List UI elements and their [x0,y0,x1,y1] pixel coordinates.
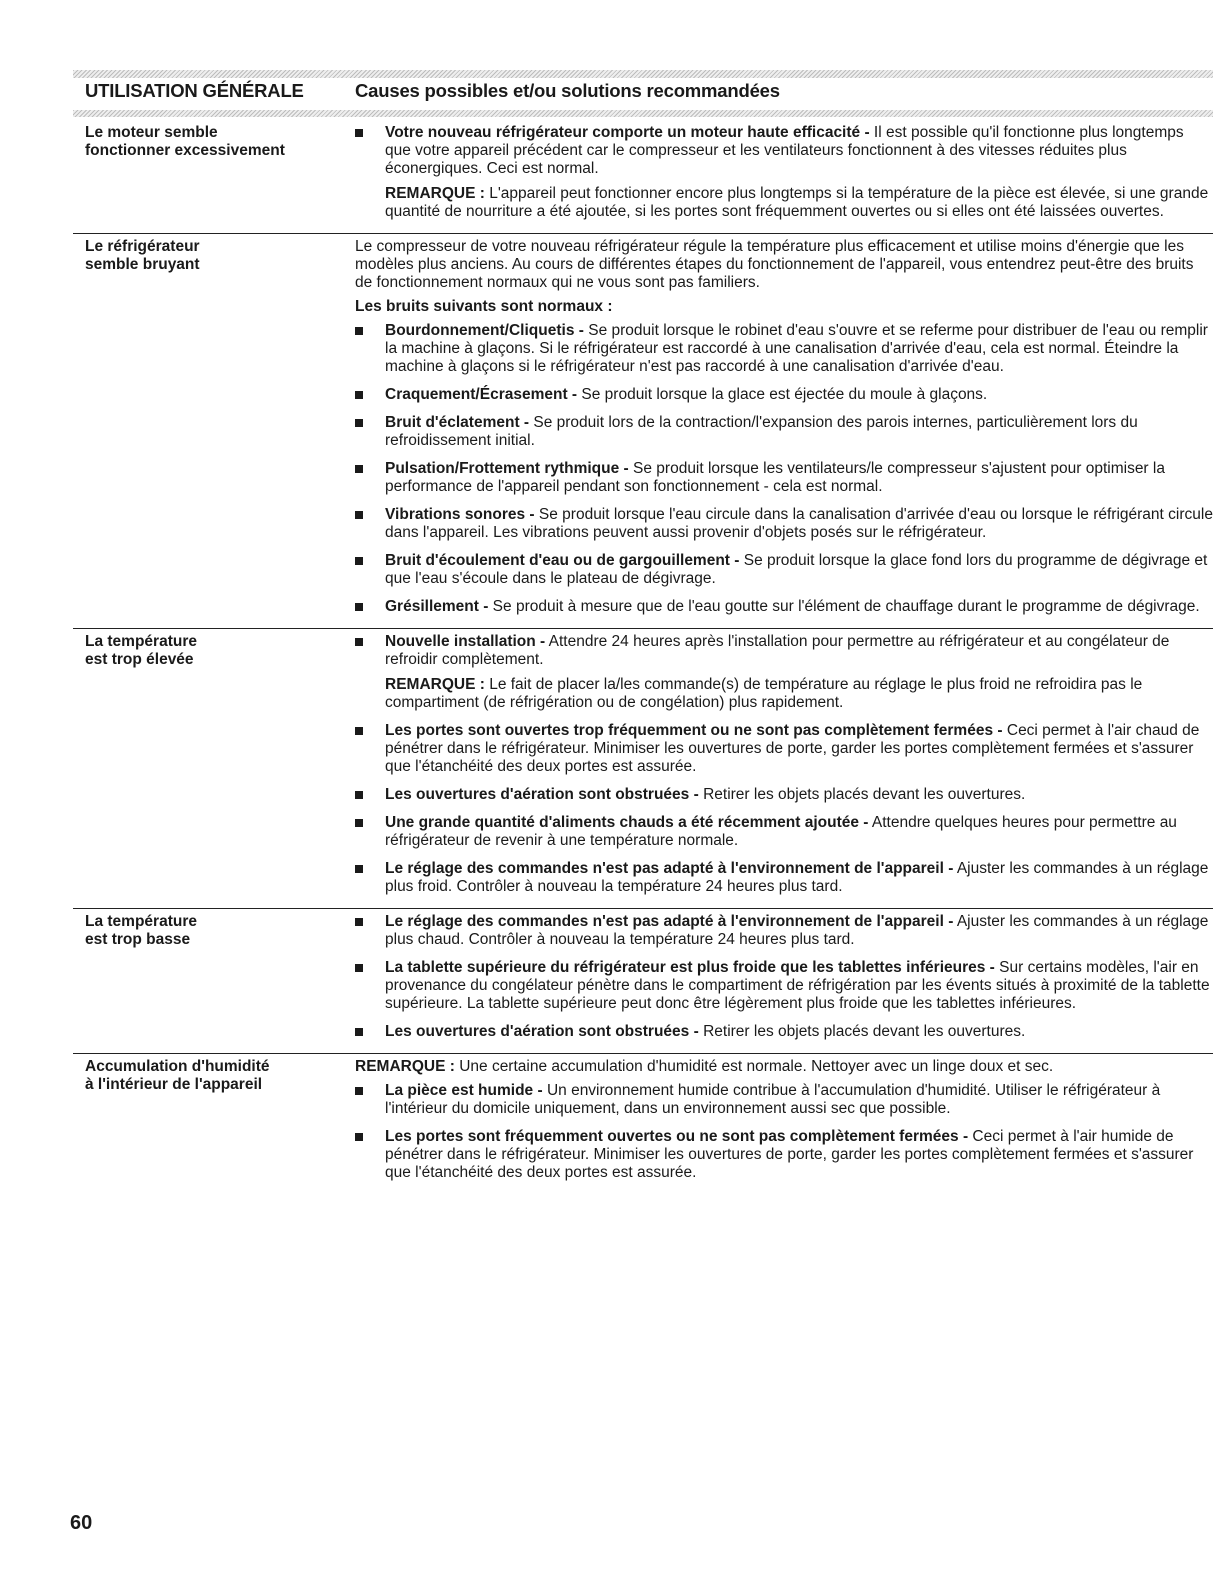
item-solution: Un environnement humide contribue à l'accumulation d'humidité. Utiliser le réfrigérateur à l'intérieur du domicile uniquement, dans un environnement aussi sec que possible. [385,1082,1161,1117]
item-cause: Une grande quantité d'aliments chauds a été récemment ajoutée - [385,814,869,831]
list-item [355,322,1213,376]
item-cause: Les ouvertures d'aération sont obstruées - [385,786,699,803]
item-cause: La pièce est humide - [385,1082,543,1099]
item-solution: Attendre 24 heures après l'installation pour permettre au réfrigérateur et au congélateur de refroidir complètement. [385,633,1170,668]
table-header [73,78,1213,110]
item-solution: Se produit lorsque l'eau circule dans la canalisation d'arrivée d'eau ou lorsque le réfrigérant circule dans l'appareil. Les vibrations peuvent aussi provenir d'objets posés sur le réfrigérateur. [385,506,1213,541]
item-solution: Se produit lorsque la glace fond lors du programme de dégivrage et que l'eau s'écoule dans le plateau de dégivrage. [385,552,1208,587]
item-cause: Bruit d'éclatement - [385,414,530,431]
list-item [355,386,1213,404]
intro-paragraph [355,238,1213,292]
intro-text: Une certaine accumulation d'humidité est normale. Nettoyer avec un linge doux et sec. [454,1058,1054,1075]
problem-title-line: semble bruyant [85,256,200,273]
trouble-section [73,234,1213,629]
list-item [355,552,1213,588]
square-bullet-icon [355,129,363,137]
item-solution: Ajuster les commandes à un réglage plus froid. Contrôler à nouveau la température 24 heures plus tard. [385,860,1209,895]
problem-title-line: fonctionner excessivement [85,142,285,159]
item-solution: Se produit lorsque le robinet d'eau s'ouvre et se referme pour distribuer de l'eau ou remplir la machine à glaçons. Si le réfrigérateur est raccordé à une canalisation d'arrivée d'eau, cela est normal. Éteindre la machine à glaçons si le réfrigérateur n'est pas raccordé à une canalisation d'arrivée d'eau. [385,322,1208,375]
problem-title-line: Accumulation d'humidité [85,1058,270,1075]
item-cause: Bruit d'écoulement d'eau ou de gargouillement - [385,552,740,569]
square-bullet-icon [355,419,363,427]
square-bullet-icon [355,1133,363,1141]
trouble-section [73,120,1213,234]
subheading: Les bruits suivants sont normaux : [355,298,613,315]
list-item [355,1023,1213,1041]
item-cause: Craquement/Écrasement - [385,386,578,403]
item-cause: Nouvelle installation - [385,633,546,650]
item-solution: Il est possible qu'il fonctionne plus longtemps que votre appareil précédent car le compresseur et les ventilateurs fonctionnent à des vitesses réduites plus éconergiques. Ceci est normal. [385,124,1184,177]
list-item [355,959,1213,1013]
item-note [385,676,1213,712]
problem-title-line: Le moteur semble [85,124,218,141]
square-bullet-icon [355,511,363,519]
list-item [355,414,1213,450]
problem-title [85,124,335,160]
item-text [385,322,1213,376]
item-text [385,414,1213,450]
trouble-section [73,1054,1213,1194]
note-text: L'appareil peut fonctionner encore plus longtemps si la température de la pièce est élevée, si une grande quantité de nourriture a été ajoutée, si les portes sont fréquemment ouvertes ou si elles ont été laissées ouvertes. [385,185,1209,220]
item-solution: Ajuster les commandes à un réglage plus chaud. Contrôler à nouveau la température 24 heures plus tard. [385,913,1209,948]
item-cause: Pulsation/Frottement rythmique - [385,460,629,477]
square-bullet-icon [355,727,363,735]
troubleshooting-sections [73,120,1213,1194]
solutions-body [355,633,1213,896]
list-item [355,1128,1213,1182]
item-text [385,386,1213,404]
item-text [385,786,1213,804]
item-solution: Se produit lorsque la glace est éjectée du moule à glaçons. [577,386,988,403]
header-category: UTILISATION GÉNÉRALE [85,80,304,101]
list-item [355,786,1213,804]
item-cause: Les portes sont ouvertes trop fréquemment ou ne sont pas complètement fermées - [385,722,1003,739]
problem-title-line: est trop élevée [85,651,194,668]
intro-text: Le compresseur de votre nouveau réfrigérateur régule la température plus efficacement et utilise moins d'énergie que les modèles plus anciens. Au cours de différentes étapes du fonctionnement de l'appareil, vous entendrez peut-être des bruits de fonctionnement normaux qui ne vous sont pas familiers. [355,238,1194,291]
list-item [355,124,1213,221]
item-solution: Se produit lorsque les ventilateurs/le compresseur s'ajustent pour optimiser la performance de l'appareil pendant son fonctionnement - cela est normal. [385,460,1165,495]
square-bullet-icon [355,465,363,473]
list-item [355,598,1213,616]
item-text [385,1082,1213,1118]
list-item [355,1082,1213,1118]
square-bullet-icon [355,391,363,399]
item-text [385,959,1213,1013]
square-bullet-icon [355,865,363,873]
trouble-section [73,629,1213,909]
problem-title [85,633,335,669]
problem-title-line: La température [85,913,197,930]
item-text [385,633,1213,669]
item-text [385,506,1213,542]
solutions-body [355,1058,1213,1182]
problem-title [85,238,335,274]
item-solution: Se produit lors de la contraction/l'expansion des parois internes, particulièrement lors du refroidissement initial. [385,414,1138,449]
note-label: REMARQUE : [385,676,485,693]
square-bullet-icon [355,327,363,335]
list-item [355,913,1213,949]
item-solution: Ceci permet à l'air humide de pénétrer dans le réfrigérateur. Minimiser les ouvertures de porte, garder les portes complètement fermées et s'assurer que l'étanchéité des deux portes est assurée. [385,1128,1194,1181]
problem-title [85,1058,335,1094]
header-hatch-top [73,70,1213,78]
note-text: Le fait de placer la/les commande(s) de température au réglage le plus froid ne refroidira pas le compartiment (de réfrigération ou de congélation) plus rapidement. [385,676,1143,711]
item-text [385,552,1213,588]
square-bullet-icon [355,1028,363,1036]
item-cause: Grésillement - [385,598,489,615]
item-solution: Se produit à mesure que de l'eau goutte sur l'élément de chauffage durant le programme de dégivrage. [488,598,1200,615]
item-cause: Vibrations sonores - [385,506,535,523]
list-item [355,814,1213,850]
list-item [355,860,1213,896]
item-solution: Retirer les objets placés devant les ouvertures. [698,1023,1026,1040]
trouble-section [73,909,1213,1054]
item-solution: Ceci permet à l'air chaud de pénétrer dans le réfrigérateur. Minimiser les ouvertures de porte, garder les portes complètement fermées et s'assurer que l'étanchéité des deux portes est assurée. [385,722,1200,775]
item-solution: Sur certains modèles, l'air en provenance du congélateur pénètre dans le compartiment de réfrigération par les évents situés à proximité de la tablette supérieure. La tablette supérieure peut donc être légèrement plus froide que les tablettes inférieures. [385,959,1210,1012]
problem-title-line: La température [85,633,197,650]
intro-note-label: REMARQUE : [355,1058,455,1075]
list-item [355,633,1213,712]
list-item [355,722,1213,776]
item-note [385,185,1213,221]
list-item [355,460,1213,496]
item-text [385,460,1213,496]
note-label: REMARQUE : [385,185,485,202]
item-cause: Le réglage des commandes n'est pas adapté à l'environnement de l'appareil - [385,860,954,877]
item-cause: La tablette supérieure du réfrigérateur est plus froide que les tablettes inférieures - [385,959,995,976]
item-text [385,814,1213,850]
item-text [385,913,1213,949]
square-bullet-icon [355,638,363,646]
solutions-body [355,913,1213,1041]
intro-paragraph [355,1058,1213,1076]
item-text [385,598,1213,616]
item-text [385,860,1213,896]
solutions-body [355,238,1213,616]
solutions-body [355,124,1213,221]
item-text [385,1128,1213,1182]
header-hatch-bottom [73,110,1213,117]
square-bullet-icon [355,964,363,972]
square-bullet-icon [355,819,363,827]
square-bullet-icon [355,791,363,799]
item-text [385,1023,1213,1041]
item-cause: Les portes sont fréquemment ouvertes ou ne sont pas complètement fermées - [385,1128,969,1145]
problem-title-line: à l'intérieur de l'appareil [85,1076,263,1093]
item-cause: Le réglage des commandes n'est pas adapté à l'environnement de l'appareil - [385,913,954,930]
header-solutions: Causes possibles et/ou solutions recommandées [355,80,780,101]
item-cause: Bourdonnement/Cliquetis - [385,322,584,339]
item-solution: Attendre quelques heures pour permettre au réfrigérateur de revenir à une température normale. [385,814,1177,849]
problem-title [85,913,335,949]
page-number: 60 [70,1512,93,1534]
square-bullet-icon [355,603,363,611]
item-cause: Votre nouveau réfrigérateur comporte un moteur haute efficacité - [385,124,870,141]
item-text [385,722,1213,776]
square-bullet-icon [355,557,363,565]
problem-title-line: Le réfrigérateur [85,238,200,255]
list-item [355,506,1213,542]
item-solution: Retirer les objets placés devant les ouvertures. [698,786,1026,803]
item-text [385,124,1213,178]
square-bullet-icon [355,1087,363,1095]
square-bullet-icon [355,918,363,926]
problem-title-line: est trop basse [85,931,191,948]
item-cause: Les ouvertures d'aération sont obstruées - [385,1023,699,1040]
